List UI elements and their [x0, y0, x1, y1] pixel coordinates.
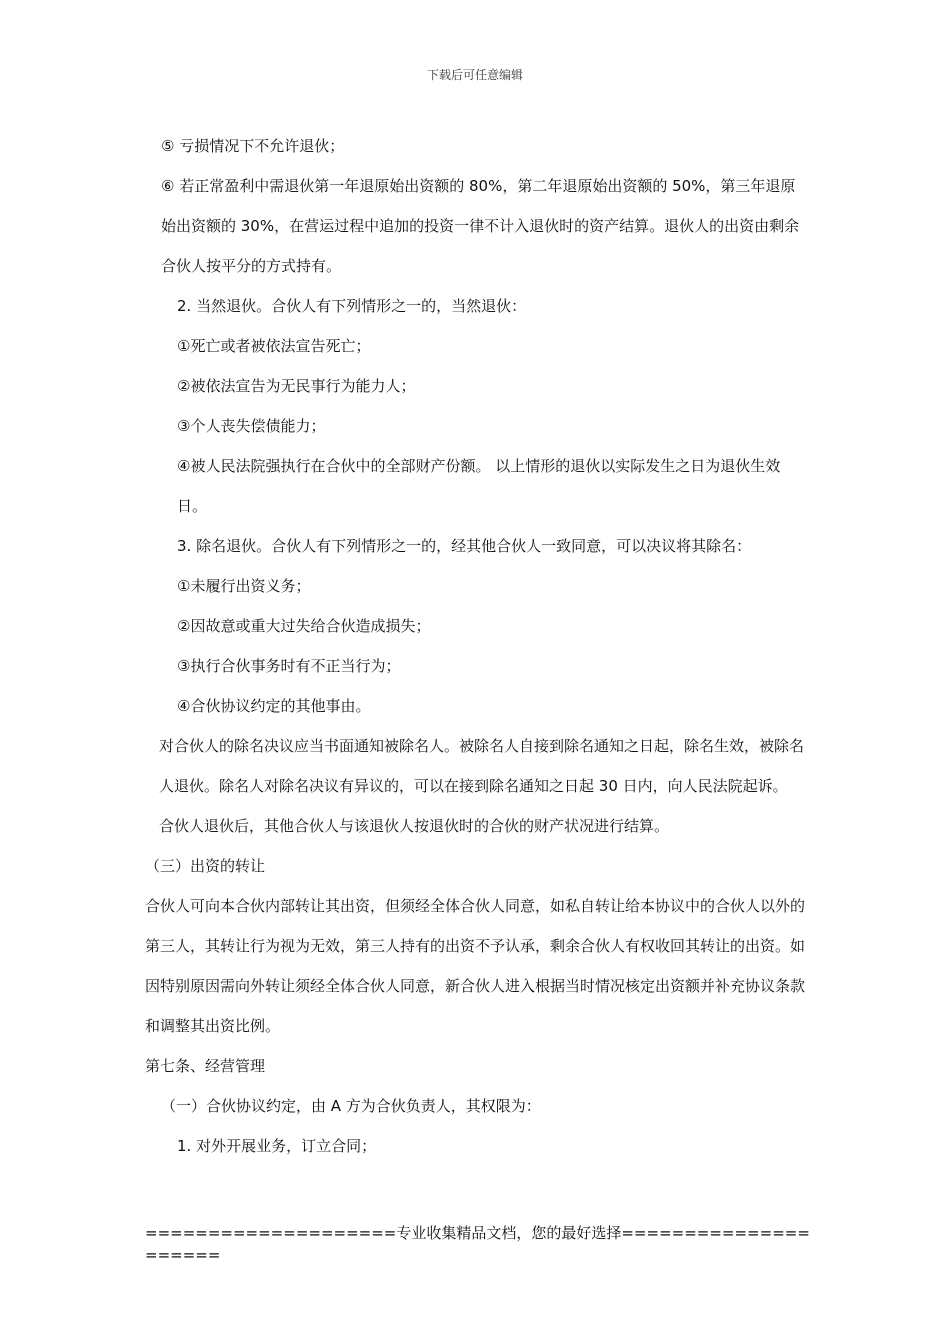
clause-heading-manager: （一）合伙协议约定，由 A 方为合伙负责人，其权限为：	[161, 1097, 541, 1115]
clause-heading-automatic-withdrawal: 2. 当然退伙。合伙人有下列情形之一的，当然退伙：	[177, 297, 527, 315]
section-heading-transfer: （三）出资的转让	[145, 857, 266, 875]
article-heading-management: 第七条、经营管理	[145, 1057, 266, 1075]
list-item: ④被人民法院强执行在合伙中的全部财产份额。 以上情形的退伙以实际发生之日为退伙生效日。	[177, 457, 781, 515]
clause-item-6: ⑥ 若正常盈利中需退伙第一年退原始出资额的 80%，第二年退原始出资额的 50%，第三年退原始出资额的 30%，在营运过程中追加的投资一律不计入退伙时的资产结算。退伙人的出资由剩余合伙人按平分的方式持有。	[161, 177, 800, 275]
list-item: ④合伙协议约定的其他事由。	[177, 697, 371, 715]
list-item: ②因故意或重大过失给合伙造成损失；	[177, 617, 431, 635]
paragraph-settlement: 合伙人退伙后，其他合伙人与该退伙人按退伙时的合伙的财产状况进行结算。	[159, 817, 670, 835]
clause-heading-expulsion: 3. 除名退伙。合伙人有下列情形之一的，经其他合伙人一致同意，可以决议将其除名：	[177, 537, 752, 555]
list-item: ①死亡或者被依法宣告死亡；	[177, 337, 371, 355]
list-item: 1. 对外开展业务，订立合同；	[177, 1137, 377, 1155]
list-item: ②被依法宣告为无民事行为能力人；	[177, 377, 416, 395]
paragraph-transfer: 合伙人可向本合伙内部转让其出资，但须经全体合伙人同意，如私自转让给本协议中的合伙人以外的第三人，其转让行为视为无效，第三人持有的出资不予认承，剩余合伙人有权收回其转让的出资。如因特别原因需向外转让须经全体合伙人同意，新合伙人进入根据当时情况核定出资额并补充协议条款和调整其出资比例。	[145, 897, 806, 1035]
list-item: ③执行合伙事务时有不正当行为；	[177, 657, 401, 675]
page-header: 下载后可任意编辑	[426, 68, 523, 82]
paragraph-expulsion-notice: 对合伙人的除名决议应当书面通知被除名人。被除名人自接到除名通知之日起，除名生效，被除名人退伙。除名人对除名决议有异议的，可以在接到除名通知之日起 30 日内，向人民法院起诉。	[159, 737, 805, 795]
list-item: ①未履行出资义务；	[177, 577, 311, 595]
document-body	[145, 126, 810, 1166]
page-footer: ====================专业收集精品文档，您的最好选择=====================	[145, 1224, 810, 1264]
list-item: ③个人丧失偿债能力；	[177, 417, 326, 435]
clause-item-5: ⑤ 亏损情况下不允许退伙；	[161, 137, 345, 155]
